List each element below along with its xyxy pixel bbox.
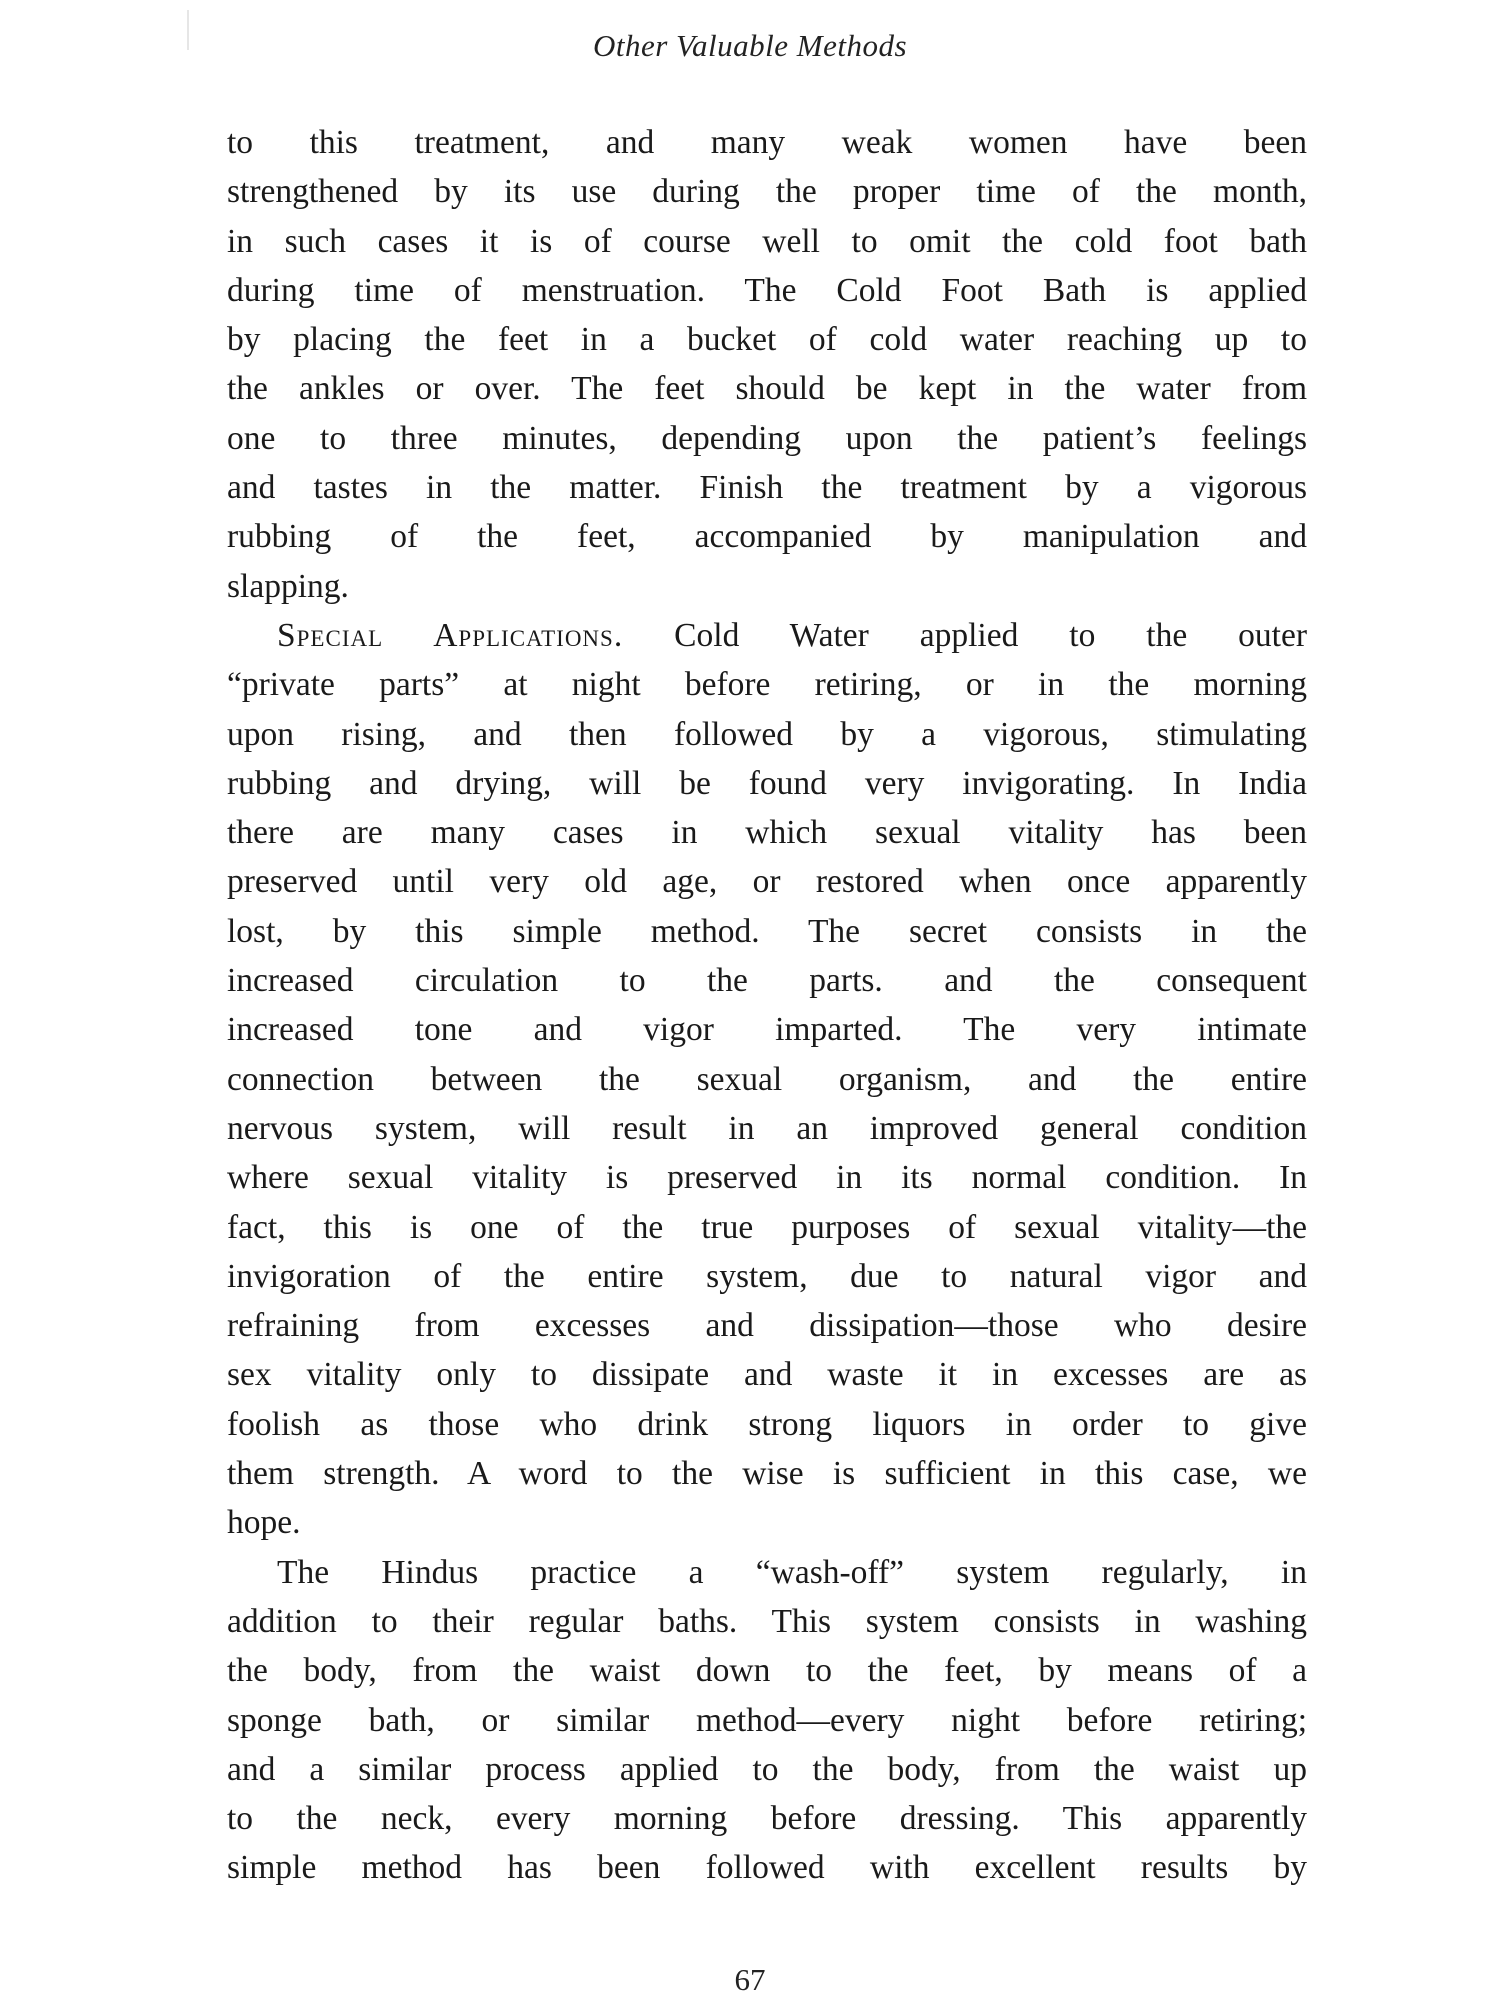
paragraph-3 <box>227 1548 1307 1893</box>
text-line: “private parts” at night before retiring, or in the morning <box>227 666 1307 704</box>
text-line: upon rising, and then followed by a vigorous, stimulating <box>227 715 1307 753</box>
text-line: sex vitality only to dissipate and waste it in excesses are as <box>227 1356 1307 1394</box>
text-line: the body, from the waist down to the feet, by means of a <box>227 1652 1307 1690</box>
text-line: where sexual vitality is preserved in its normal condition. In <box>227 1159 1307 1197</box>
text-line: sponge bath, or similar method—every night before retiring; <box>227 1701 1307 1739</box>
text-line: strengthened by its use during the proper time of the month, <box>227 173 1307 211</box>
text-line: lost, by this simple method. The secret consists in the <box>227 912 1307 950</box>
text-line: foolish as those who drink strong liquors in order to give <box>227 1405 1307 1443</box>
text-line: connection between the sexual organism, and the entire <box>227 1060 1307 1098</box>
text-line: to the neck, every morning before dressing. This apparently <box>227 1800 1307 1838</box>
text-line: there are many cases in which sexual vitality has been <box>227 814 1307 852</box>
text-line: preserved until very old age, or restored when once apparently <box>227 863 1307 901</box>
text-line: during time of menstruation. The Cold Foot Bath is applied <box>227 271 1307 309</box>
paragraph-1 <box>227 118 1307 611</box>
text-run: Cold Water applied to the outer <box>623 616 1307 654</box>
text-line: by placing the feet in a bucket of cold water reaching up to <box>227 321 1307 359</box>
body-text <box>227 118 1307 1893</box>
text-line: simple method has been followed with excellent results by <box>227 1849 1307 1887</box>
text-line: rubbing and drying, will be found very invigorating. In India <box>227 764 1307 802</box>
text-line: rubbing of the feet, accompanied by manipulation and <box>227 518 1307 556</box>
text-line: and tastes in the matter. Finish the treatment by a vigorous <box>227 469 1307 507</box>
text-line: refraining from excesses and dissipation—those who desire <box>227 1307 1307 1345</box>
text-line: the ankles or over. The feet should be kept in the water from <box>227 370 1307 408</box>
text-line: to this treatment, and many weak women have been <box>227 124 1307 161</box>
text-line: them strength. A word to the wise is sufficient in this case, we <box>227 1455 1307 1493</box>
section-run-in-heading: Special Applications. <box>277 616 624 654</box>
text-line: The Hindus practice a “wash-off” system regularly, in <box>277 1553 1307 1591</box>
page-number: 67 <box>734 1962 766 1997</box>
running-header: Other Valuable Methods <box>592 28 908 63</box>
text-line: hope. <box>227 1504 301 1542</box>
paragraph-2 <box>227 611 1307 1548</box>
text-line: one to three minutes, depending upon the patient’s feelings <box>227 419 1307 457</box>
text-line: and a similar process applied to the body, from the waist up <box>227 1750 1307 1788</box>
text-line: in such cases it is of course well to omit the cold foot bath <box>227 222 1307 260</box>
text-line <box>227 611 1307 660</box>
text-line: fact, this is one of the true purposes of sexual vitality—the <box>227 1208 1307 1246</box>
text-line: increased tone and vigor imparted. The very intimate <box>227 1011 1307 1049</box>
text-line: invigoration of the entire system, due to natural vigor and <box>227 1257 1307 1295</box>
text-line: slapping. <box>227 567 349 605</box>
text-line: increased circulation to the parts. and the consequent <box>227 962 1307 1000</box>
text-line: addition to their regular baths. This system consists in washing <box>227 1602 1307 1640</box>
text-line: nervous system, will result in an improved general condition <box>227 1109 1307 1147</box>
